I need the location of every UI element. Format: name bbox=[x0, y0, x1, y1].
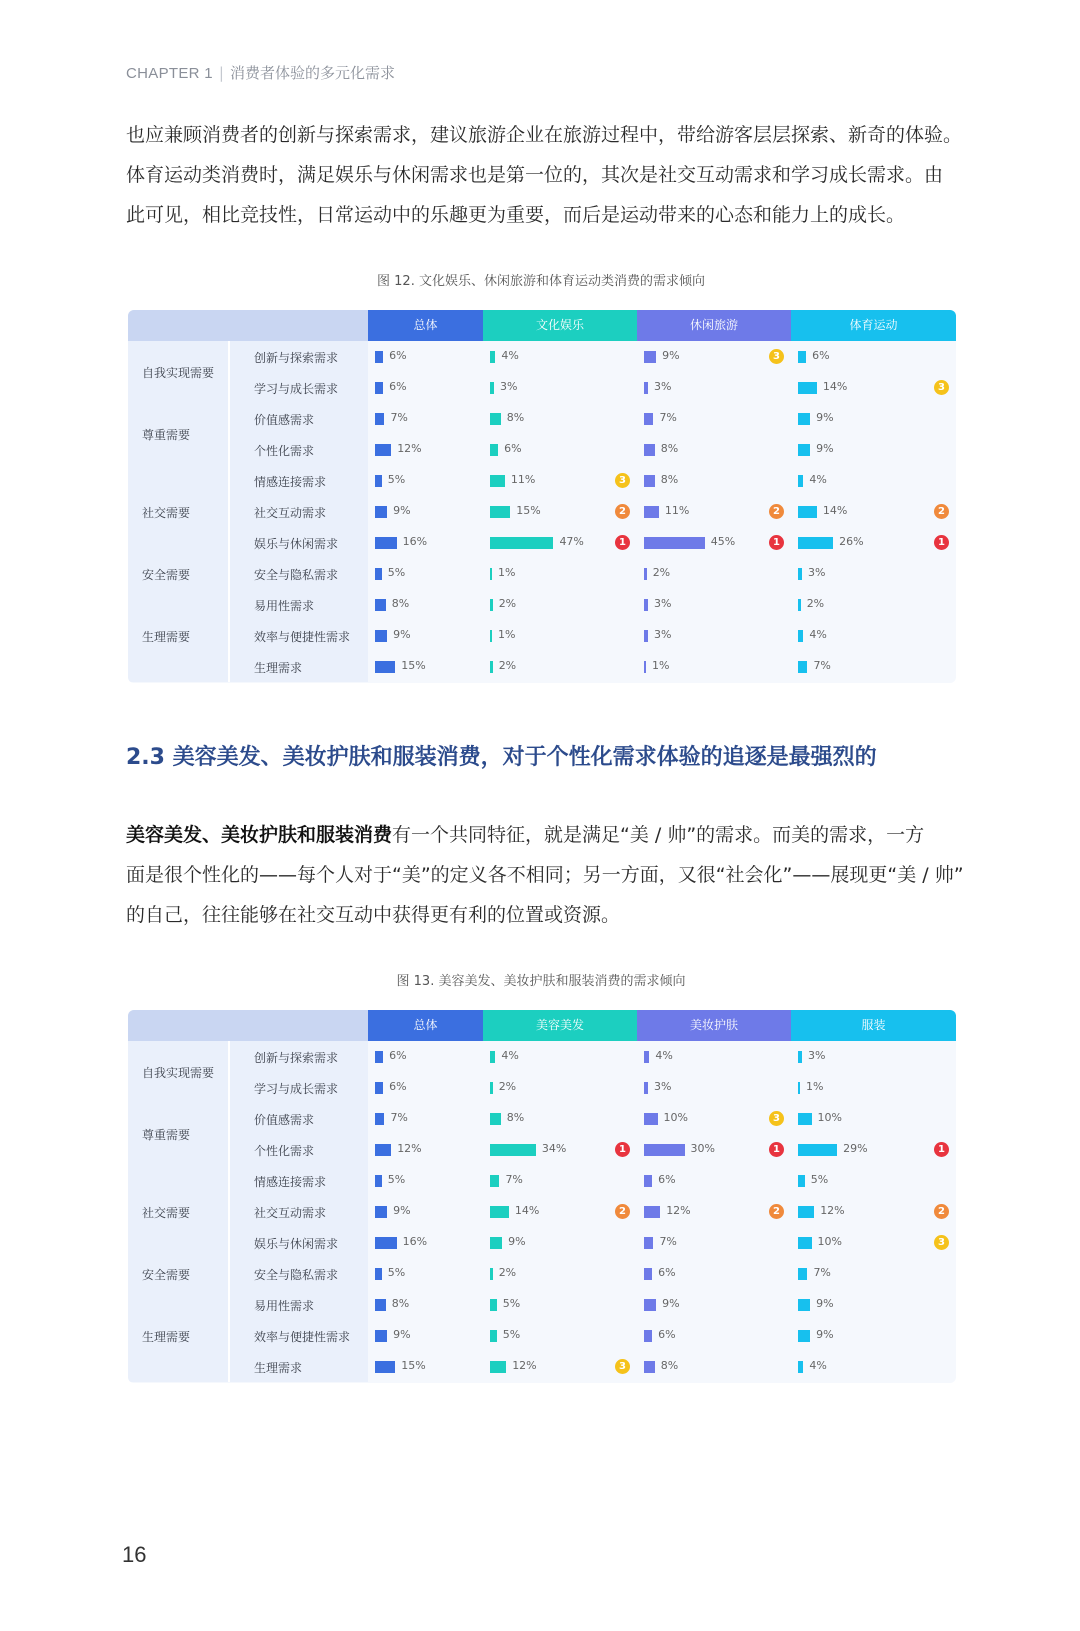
value-label: 8% bbox=[391, 597, 410, 610]
value-label: 3% bbox=[654, 597, 672, 610]
value-label: 9% bbox=[662, 349, 680, 362]
value-label: 9% bbox=[393, 1204, 411, 1217]
value-label: 4% bbox=[809, 473, 827, 486]
data-bar bbox=[490, 1299, 497, 1311]
data-bar bbox=[644, 506, 659, 518]
data-bar bbox=[490, 599, 493, 611]
value-label: 1% bbox=[652, 659, 670, 672]
data-bar bbox=[798, 1206, 814, 1218]
data-bar bbox=[798, 413, 810, 425]
value-label: 1% bbox=[498, 566, 516, 579]
value-label: 2% bbox=[652, 566, 671, 579]
header-left-cell bbox=[128, 1010, 368, 1041]
data-bar bbox=[490, 444, 498, 456]
data-bar bbox=[644, 568, 647, 580]
paragraph-line: 此可见，相比竞技性，日常运动中的乐趣更为重要，而后是运动带来的心态和能力上的成长。 bbox=[126, 204, 906, 226]
row-label: 个性化需求 bbox=[254, 444, 315, 458]
value-label: 8% bbox=[506, 411, 525, 424]
row-label: 娱乐与休闲需求 bbox=[254, 1237, 339, 1251]
data-bar bbox=[490, 1082, 493, 1094]
row-label: 创新与探索需求 bbox=[254, 1051, 339, 1065]
row-label: 个性化需求 bbox=[254, 1144, 315, 1158]
data-bar bbox=[490, 413, 501, 425]
value-label: 12% bbox=[397, 1142, 422, 1155]
header-separator: | bbox=[218, 64, 224, 82]
data-bar bbox=[644, 1144, 685, 1156]
data-bar bbox=[798, 568, 802, 580]
value-label: 11% bbox=[510, 473, 536, 486]
data-bar bbox=[798, 1051, 802, 1063]
value-label: 4% bbox=[809, 628, 827, 641]
value-label: 8% bbox=[391, 1297, 410, 1310]
value-label: 1% bbox=[498, 628, 516, 641]
value-label: 29% bbox=[843, 1142, 868, 1155]
data-bar bbox=[798, 475, 803, 487]
data-bar bbox=[490, 1330, 497, 1342]
value-label: 4% bbox=[809, 1359, 827, 1372]
category-label: 安全需要 bbox=[142, 567, 191, 582]
row-label: 社交互动需求 bbox=[254, 506, 327, 520]
value-label: 9% bbox=[816, 442, 834, 455]
category-label: 社交需要 bbox=[142, 1205, 191, 1220]
intro-paragraph bbox=[126, 115, 963, 235]
data-bar bbox=[644, 1237, 653, 1249]
value-label: 7% bbox=[813, 1266, 831, 1279]
value-label: 3% bbox=[654, 628, 672, 641]
data-bar bbox=[375, 444, 391, 456]
data-bar bbox=[375, 1268, 382, 1280]
data-bar bbox=[375, 1175, 382, 1187]
row-label: 学习与成长需求 bbox=[254, 1082, 339, 1096]
value-label: 9% bbox=[393, 504, 411, 517]
category-label: 生理需要 bbox=[142, 629, 191, 644]
bold-lead: 美容美发、美妆护肤和服装消费 bbox=[126, 824, 393, 846]
value-label: 12% bbox=[512, 1359, 537, 1372]
column-header-label: 美妆护肤 bbox=[689, 1018, 738, 1032]
rank-badge-icon: 2 bbox=[934, 1204, 949, 1219]
value-label: 14% bbox=[822, 380, 848, 393]
value-label: 12% bbox=[397, 442, 422, 455]
data-bar bbox=[644, 351, 656, 363]
value-label: 3% bbox=[808, 566, 826, 579]
data-bar bbox=[644, 444, 655, 456]
figure-13-title: 图 13. 美容美发、美妆护肤和服装消费的需求倾向 bbox=[396, 974, 686, 989]
rank-badge-icon: 1 bbox=[769, 1142, 784, 1157]
rank-badge-icon: 2 bbox=[615, 1204, 630, 1219]
data-bar bbox=[375, 1113, 384, 1125]
value-label: 5% bbox=[502, 1297, 521, 1310]
row-label: 安全与隐私需求 bbox=[254, 568, 339, 582]
value-label: 7% bbox=[659, 411, 677, 424]
column-divider bbox=[228, 310, 230, 682]
row-label: 价值感需求 bbox=[254, 413, 315, 427]
category-label: 社交需要 bbox=[142, 505, 191, 520]
value-label: 9% bbox=[816, 411, 834, 424]
data-bar bbox=[644, 1175, 652, 1187]
rank-badge-icon: 1 bbox=[934, 535, 949, 550]
paragraph-line bbox=[126, 815, 956, 855]
section-heading: 2.3 美容美发、美妆护肤和服装消费，对于个性化需求体验的追逐是最强烈的 bbox=[126, 745, 877, 770]
value-label: 5% bbox=[387, 566, 406, 579]
data-bar bbox=[798, 1144, 837, 1156]
value-label: 45% bbox=[710, 535, 736, 548]
category-label: 生理需要 bbox=[142, 1329, 191, 1344]
data-bar bbox=[644, 1082, 648, 1094]
value-label: 6% bbox=[504, 442, 522, 455]
page-header bbox=[126, 62, 395, 83]
value-label: 16% bbox=[402, 535, 428, 548]
column-header-label: 休闲旅游 bbox=[689, 318, 738, 332]
data-bar bbox=[375, 1051, 383, 1063]
row-label: 安全与隐私需求 bbox=[254, 1268, 339, 1282]
value-label: 9% bbox=[393, 1328, 411, 1341]
data-bar bbox=[375, 568, 382, 580]
value-label: 4% bbox=[501, 349, 519, 362]
page-number: 16 bbox=[122, 1542, 147, 1567]
value-label: 14% bbox=[514, 1204, 540, 1217]
rank-badge-icon: 3 bbox=[934, 380, 949, 395]
category-label: 尊重需要 bbox=[142, 428, 191, 442]
value-label: 8% bbox=[660, 442, 679, 455]
value-label: 26% bbox=[839, 535, 864, 548]
value-label: 15% bbox=[401, 1359, 426, 1372]
figure-12-title: 图 12. 文化娱乐、休闲旅游和体育运动类消费的需求倾向 bbox=[377, 274, 705, 289]
value-label: 10% bbox=[817, 1235, 842, 1248]
row-label: 创新与探索需求 bbox=[254, 351, 339, 365]
paragraph-line: 也应兼顾消费者的创新与探索需求，建议旅游企业在旅游过程中，带给游客层层探索、新奇的体验。 bbox=[126, 124, 963, 146]
data-bar bbox=[375, 1361, 395, 1373]
data-bar bbox=[490, 382, 494, 394]
column-header-label: 总体 bbox=[413, 1018, 438, 1032]
value-label: 2% bbox=[498, 1266, 517, 1279]
column-divider bbox=[228, 1010, 230, 1382]
data-bar bbox=[644, 1206, 660, 1218]
value-label: 6% bbox=[389, 380, 407, 393]
value-label: 7% bbox=[813, 659, 831, 672]
column-header-label: 体育运动 bbox=[849, 318, 898, 332]
data-bar bbox=[490, 475, 505, 487]
rank-badge-icon: 3 bbox=[615, 473, 630, 488]
value-label: 5% bbox=[502, 1328, 521, 1341]
row-label: 社交互动需求 bbox=[254, 1206, 327, 1220]
value-label: 2% bbox=[806, 597, 825, 610]
value-label: 5% bbox=[387, 1173, 406, 1186]
data-bar bbox=[490, 351, 495, 363]
rank-badge-icon: 3 bbox=[769, 349, 784, 364]
row-label: 易用性需求 bbox=[254, 1299, 315, 1313]
rank-badge-icon: 3 bbox=[769, 1111, 784, 1126]
value-label: 5% bbox=[810, 1173, 829, 1186]
column-header-label: 服装 bbox=[861, 1018, 886, 1032]
rank-badge-icon: 1 bbox=[769, 535, 784, 550]
data-bar bbox=[798, 599, 801, 611]
data-bar bbox=[375, 537, 397, 549]
rank-badge-icon: 2 bbox=[769, 1204, 784, 1219]
data-bar bbox=[644, 413, 653, 425]
data-bar bbox=[490, 1175, 499, 1187]
category-label: 自我实现需要 bbox=[142, 1066, 215, 1080]
value-label: 12% bbox=[820, 1204, 845, 1217]
value-label: 2% bbox=[498, 1080, 517, 1093]
value-label: 4% bbox=[501, 1049, 519, 1062]
value-label: 7% bbox=[390, 1111, 408, 1124]
chapter-subtitle: 消费者体验的多元化需求 bbox=[229, 64, 395, 82]
paragraph-line: 的自己，往往能够在社交互动中获得更有利的位置或资源。 bbox=[126, 904, 621, 926]
value-label: 11% bbox=[664, 504, 690, 517]
data-bar bbox=[798, 661, 807, 673]
category-label: 安全需要 bbox=[142, 1267, 191, 1282]
data-bar bbox=[798, 382, 817, 394]
rank-badge-icon: 1 bbox=[615, 1142, 630, 1157]
row-label: 学习与成长需求 bbox=[254, 382, 339, 396]
data-bar bbox=[798, 1330, 810, 1342]
data-bar bbox=[798, 1082, 800, 1094]
figure-12-table bbox=[128, 310, 956, 683]
rank-badge-icon: 2 bbox=[615, 504, 630, 519]
value-label: 5% bbox=[387, 1266, 406, 1279]
data-bar bbox=[798, 1268, 807, 1280]
value-label: 8% bbox=[660, 473, 679, 486]
value-label: 5% bbox=[387, 473, 406, 486]
value-label: 4% bbox=[655, 1049, 673, 1062]
data-bar bbox=[644, 1268, 652, 1280]
value-label: 6% bbox=[812, 349, 830, 362]
value-label: 12% bbox=[666, 1204, 691, 1217]
value-label: 3% bbox=[808, 1049, 826, 1062]
data-bar bbox=[375, 1330, 387, 1342]
paragraph-line: 体育运动类消费时，满足娱乐与休闲需求也是第一位的，其次是社交互动需求和学习成长需求。由 bbox=[126, 164, 944, 186]
value-label: 2% bbox=[498, 659, 517, 672]
data-bar bbox=[375, 1206, 387, 1218]
data-bar bbox=[490, 1237, 502, 1249]
data-bar bbox=[644, 382, 648, 394]
value-label: 9% bbox=[816, 1328, 834, 1341]
data-bar bbox=[644, 1361, 655, 1373]
data-bar bbox=[644, 537, 705, 549]
row-label: 价值感需求 bbox=[254, 1113, 315, 1127]
value-label: 9% bbox=[662, 1297, 680, 1310]
value-label: 47% bbox=[559, 535, 584, 548]
value-label: 7% bbox=[505, 1173, 523, 1186]
row-label: 生理需求 bbox=[254, 661, 303, 675]
column-header-label: 文化娱乐 bbox=[535, 318, 584, 332]
value-label: 16% bbox=[402, 1235, 428, 1248]
data-bar bbox=[375, 599, 386, 611]
data-bar bbox=[375, 630, 387, 642]
data-bar bbox=[375, 413, 384, 425]
data-bar bbox=[375, 1299, 386, 1311]
data-bar bbox=[798, 506, 817, 518]
paragraph-text: 有一个共同特征，就是满足“美 / 帅”的需求。而美的需求，一方 bbox=[392, 824, 925, 846]
value-label: 6% bbox=[389, 349, 407, 362]
column-header-label: 总体 bbox=[413, 318, 438, 332]
value-label: 15% bbox=[401, 659, 426, 672]
data-bar bbox=[644, 661, 646, 673]
data-bar bbox=[490, 568, 492, 580]
data-bar bbox=[375, 1237, 397, 1249]
value-label: 30% bbox=[690, 1142, 715, 1155]
value-label: 10% bbox=[817, 1111, 842, 1124]
data-bar bbox=[798, 444, 810, 456]
value-label: 15% bbox=[516, 504, 541, 517]
value-label: 8% bbox=[506, 1111, 525, 1124]
data-bar bbox=[798, 351, 806, 363]
value-label: 3% bbox=[654, 1080, 672, 1093]
data-bar bbox=[490, 661, 493, 673]
data-bar bbox=[798, 1175, 805, 1187]
row-label: 生理需求 bbox=[254, 1361, 303, 1375]
chapter-label: CHAPTER 1 bbox=[126, 65, 213, 82]
rank-badge-icon: 3 bbox=[615, 1359, 630, 1374]
value-label: 6% bbox=[389, 1049, 407, 1062]
rank-badge-icon: 2 bbox=[769, 504, 784, 519]
data-bar bbox=[375, 1144, 391, 1156]
value-label: 3% bbox=[654, 380, 672, 393]
rank-badge-icon: 1 bbox=[934, 1142, 949, 1157]
data-bar bbox=[490, 1268, 493, 1280]
data-bar bbox=[375, 351, 383, 363]
rank-badge-icon: 2 bbox=[934, 504, 949, 519]
data-bar bbox=[798, 1113, 812, 1125]
data-bar bbox=[644, 1051, 649, 1063]
data-bar bbox=[644, 475, 655, 487]
row-label: 效率与便捷性需求 bbox=[254, 630, 351, 644]
rank-badge-icon: 3 bbox=[934, 1235, 949, 1250]
data-bar bbox=[490, 1051, 495, 1063]
row-label: 娱乐与休闲需求 bbox=[254, 537, 339, 551]
data-bar bbox=[644, 630, 648, 642]
value-label: 1% bbox=[806, 1080, 824, 1093]
section-paragraph bbox=[126, 815, 964, 935]
data-bar bbox=[798, 1237, 812, 1249]
category-label: 自我实现需要 bbox=[142, 366, 215, 380]
value-label: 10% bbox=[663, 1111, 688, 1124]
value-label: 8% bbox=[660, 1359, 679, 1372]
data-bar bbox=[375, 475, 382, 487]
data-bar bbox=[490, 630, 492, 642]
value-label: 6% bbox=[658, 1328, 676, 1341]
data-bar bbox=[644, 1299, 656, 1311]
data-bar bbox=[798, 1361, 803, 1373]
rank-badge-icon: 1 bbox=[615, 535, 630, 550]
value-label: 6% bbox=[389, 1080, 407, 1093]
value-label: 9% bbox=[393, 628, 411, 641]
data-bar bbox=[798, 537, 833, 549]
data-bar bbox=[375, 1082, 383, 1094]
value-label: 7% bbox=[390, 411, 408, 424]
data-bar bbox=[375, 661, 395, 673]
value-label: 3% bbox=[500, 380, 518, 393]
data-bar bbox=[490, 506, 510, 518]
row-label: 情感连接需求 bbox=[254, 1175, 327, 1189]
value-label: 7% bbox=[659, 1235, 677, 1248]
data-bar bbox=[644, 1330, 652, 1342]
row-label: 易用性需求 bbox=[254, 599, 315, 613]
row-label: 情感连接需求 bbox=[254, 475, 327, 489]
value-label: 9% bbox=[816, 1297, 834, 1310]
value-label: 9% bbox=[508, 1235, 526, 1248]
data-bar bbox=[375, 382, 383, 394]
column-header-label: 美容美发 bbox=[535, 1018, 584, 1032]
header-left-cell bbox=[128, 310, 368, 341]
data-bar bbox=[490, 1361, 506, 1373]
data-bar bbox=[798, 1299, 810, 1311]
paragraph-line: 面是很个性化的——每个人对于“美”的定义各不相同；另一方面，又很“社会化”——展现更“美 / 帅” bbox=[126, 864, 964, 886]
data-bar bbox=[375, 506, 387, 518]
value-label: 2% bbox=[498, 597, 517, 610]
row-label: 效率与便捷性需求 bbox=[254, 1330, 351, 1344]
figure-13-table bbox=[128, 1010, 956, 1383]
data-bar bbox=[490, 1144, 536, 1156]
value-label: 34% bbox=[541, 1142, 567, 1155]
data-bar bbox=[644, 599, 648, 611]
data-bar bbox=[490, 1206, 509, 1218]
data-bar bbox=[490, 537, 553, 549]
data-bar bbox=[490, 1113, 501, 1125]
data-bar bbox=[798, 630, 803, 642]
value-label: 6% bbox=[658, 1266, 676, 1279]
category-label: 尊重需要 bbox=[142, 1128, 191, 1142]
data-bar bbox=[644, 1113, 658, 1125]
value-label: 6% bbox=[658, 1173, 676, 1186]
value-label: 14% bbox=[822, 504, 848, 517]
